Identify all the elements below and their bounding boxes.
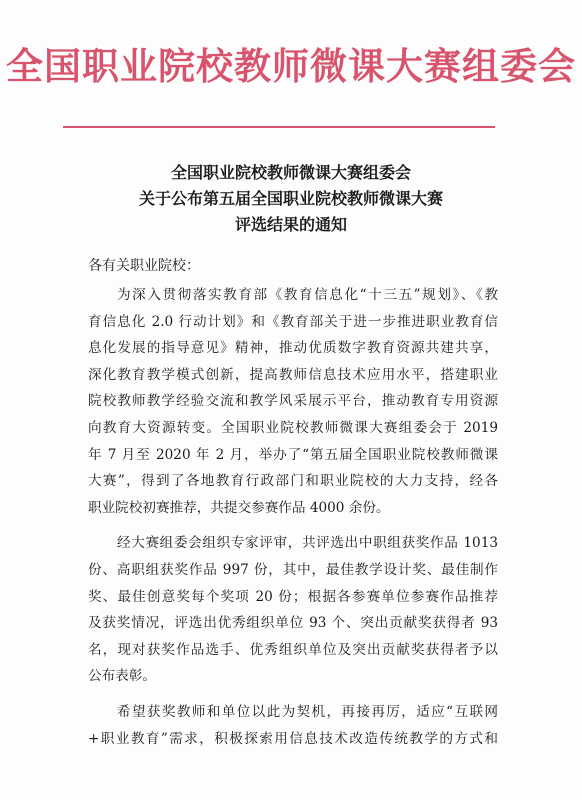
letterhead-divider	[63, 126, 495, 128]
text-line: 深化教育教学模式创新，提高教师信息技术应用水平，搭建职业	[88, 366, 498, 383]
text-line: 院校教师教学经验交流和教学风采展示平台，推动教育专用资源	[88, 393, 498, 410]
text-line: 大赛”，得到了各地教育行政部门和职业院校的大力支持，经各	[88, 473, 498, 490]
text-line: 奖、最佳创意奖每个奖项 20 份；根据各参赛单位参赛作品推荐	[88, 588, 498, 605]
text-line: 名，现对获奖作品选手、优秀组织单位及突出贡献奖获得者予以	[88, 641, 498, 658]
text-line: 向教育大资源转变。全国职业院校教师微课大赛组委会于 2019	[88, 419, 498, 436]
title-line-3: 评选结果的通知	[234, 215, 347, 234]
text-line: 年 7 月至 2020 年 2 月，举办了“第五届全国职业院校教师微课	[88, 446, 498, 463]
title-line-2: 关于公布第五届全国职业院校教师微课大赛	[138, 189, 443, 208]
text-line: 职业院校初赛推荐，共提交参赛作品 4000 余份。	[88, 499, 390, 516]
text-line: +职业教育”需求，积极探索用信息技术改造传统教学的方式和	[88, 730, 498, 747]
letterhead-org-name: 全国职业院校教师微课大赛组委会	[6, 44, 576, 88]
paragraph-2	[88, 530, 498, 690]
text-line: 育信息化 2.0 行动计划》和《教育部关于进一步推进职业教育信	[88, 313, 498, 330]
text-line: 息化发展的指导意见》精神，推动优质数字教育资源共建共享，	[88, 340, 498, 357]
notice-body	[88, 282, 498, 752]
salutation: 各有关职业院校：	[88, 258, 200, 274]
paragraph-1	[88, 282, 498, 521]
title-line-1: 全国职业院校教师微课大赛组委会	[170, 163, 411, 182]
text-line: 为深入贯彻落实教育部《教育信息化“十三五”规划》、《教	[117, 287, 498, 303]
text-line: 及获奖情况，评选出优秀组织单位 93 个、突出贡献奖获得者 93	[88, 615, 498, 632]
paragraph-3	[88, 699, 498, 752]
text-line: 希望获奖教师和单位以此为契机，再接再厉，适应“互联网	[117, 703, 498, 720]
notice-title	[0, 160, 582, 238]
text-line: 公布表彰。	[88, 668, 156, 685]
text-line: 经大赛组委会组织专家评审，共评选出中职组获奖作品 1013	[117, 535, 498, 552]
text-line: 份、高职组获奖作品 997 份，其中，最佳教学设计奖、最佳制作	[88, 561, 498, 578]
